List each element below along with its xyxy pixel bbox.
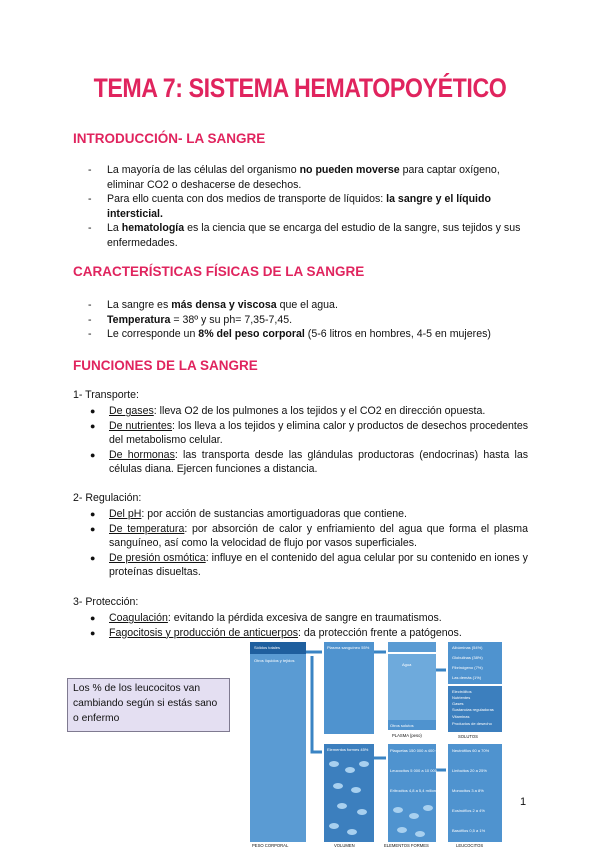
label-linfocitos: Linfocitos 20 a 25% [452,768,487,773]
label-plaquetas: Plaquetas 150 000 a 400 000 [390,748,443,753]
list-item: ● Fagocitosis y producción de anticuerpos: da protección frente a patógenos. [88,626,528,641]
list-item: ● De hormonas: las transporta desde las glándulas productoras (endocrinas) hasta las células diana. Ejercen funciones a distancia. [88,448,528,477]
label-agua: Agua [402,662,412,667]
fisicas-list [88,298,528,342]
plasma-block [324,642,374,734]
label-solidos: Sólidos totales [254,645,281,650]
section-heading-intro: INTRODUCCIÓN- LA SANGRE [73,131,266,146]
blood-composition-figure [246,640,520,848]
label-elementos-formes: ELEMENTOS FORMES [384,843,429,848]
otros-tejidos-block [250,654,306,842]
label-solutos: SOLUTOS [458,734,478,739]
label-otras-prot: Las demás (1%) [452,675,482,680]
label-otros-solutos: Otros solutos [390,723,414,728]
list-item: - La sangre es más densa y viscosa que el agua. [88,298,528,313]
label-elementos: Elementos formes 45% [327,747,369,752]
list-item: ● De gases: lleva O2 de los pulmones a los tejidos y el CO2 en dirección opuesta. [88,404,528,419]
list-item: ● Coagulación: evitando la pérdida excesiva de sangre en traumatismos. [88,611,528,626]
list-item: - Temperatura = 38º y su ph= 7,35-7,45. [88,313,528,328]
label-globulinas: Globulinas (38%) [452,655,483,660]
regulacion-list [88,507,528,580]
group-label-transporte: 1- Transporte: [73,389,139,401]
list-item: - Le corresponde un 8% del peso corporal (5-6 litros en hombres, 4-5 en mujeres) [88,327,528,342]
label-neutrofilos: Neutrófilos 60 a 70% [452,748,490,753]
list-item: ● De presión osmótica: influye en el contenido del agua celular por su contenido en iones y proteínas disueltas. [88,551,528,580]
label-electrolitos: Electrólitos [452,689,472,694]
label-basofilos: Basófilos 0,5 a 1% [452,828,486,833]
label-plasma: Plasma sanguíneo 55% [327,645,370,650]
group-label-proteccion: 3- Protección: [73,596,139,608]
list-item: ● De temperatura: por absorción de calor y enfriamiento del agua que forma el plasma sanguíneo, así como la velocidad de flujo por vasos superficiales. [88,522,528,551]
list-item: ● De nutrientes: los lleva a los tejidos y elimina calor y productos de desechos procedentes del metabolismo celular. [88,419,528,448]
label-plasma-peso: PLASMA (peso) [392,733,422,738]
label-fibrinogeno: Fibrinógeno (7%) [452,665,483,670]
agua-block [388,654,436,720]
section-heading-fisicas: CARACTERÍSTICAS FÍSICAS DE LA SANGRE [73,264,365,279]
label-desechos: Productos de desecho [452,721,492,726]
label-sust-reg: Sustancias reguladoras [452,707,494,712]
intro-list [88,163,528,251]
label-gases: Gases [452,701,464,706]
label-volumen: VOLUMEN [334,843,355,848]
leucocitos-note: Los % de los leucocitos van cambiando según si estás sano o enfermo [67,678,230,732]
label-eosinofilos: Eosinófilos 2 a 4% [452,808,485,813]
label-vitaminas: Vitaminas [452,714,470,719]
label-monocitos: Monocitos 3 a 8% [452,788,484,793]
list-item: - La hematología es la ciencia que se encarga del estudio de la sangre, sus tejidos y sus enfermedades. [88,221,528,250]
group-label-regulacion: 2- Regulación: [73,492,142,504]
label-albuminas: Albúminas (54%) [452,645,483,650]
proteccion-list [88,611,528,640]
label-otros-tejidos: Otros líquidos y tejidos [254,658,295,663]
elementos-formes-block [388,744,436,842]
label-eritrocitos-n: Eritrocitos 4,8 a 5,4 millones [390,788,441,793]
list-item: ● Del pH: por acción de sustancias amortiguadoras que contiene. [88,507,528,522]
label-leucocitos-n: Leucocitos 5 000 a 10 000 [390,768,437,773]
list-item: - La mayoría de las células del organismo no pueden moverse para captar oxígeno, eliminar CO2 o deshacerse de desechos. [88,163,528,192]
page-title: TEMA 7: SISTEMA HEMATOPOYÉTICO [93,73,507,103]
label-nutrientes: Nutrientes [452,695,471,700]
list-item: - Para ello cuenta con dos medios de transporte de líquidos: la sangre y el líquido intersticial. [88,192,528,221]
label-leucocitos: LEUCOCITOS [456,843,484,848]
section-heading-funciones: FUNCIONES DE LA SANGRE [73,358,258,373]
label-peso-corporal: PESO CORPORAL [252,843,289,848]
page-number: 1 [520,796,527,808]
transporte-list [88,404,528,477]
